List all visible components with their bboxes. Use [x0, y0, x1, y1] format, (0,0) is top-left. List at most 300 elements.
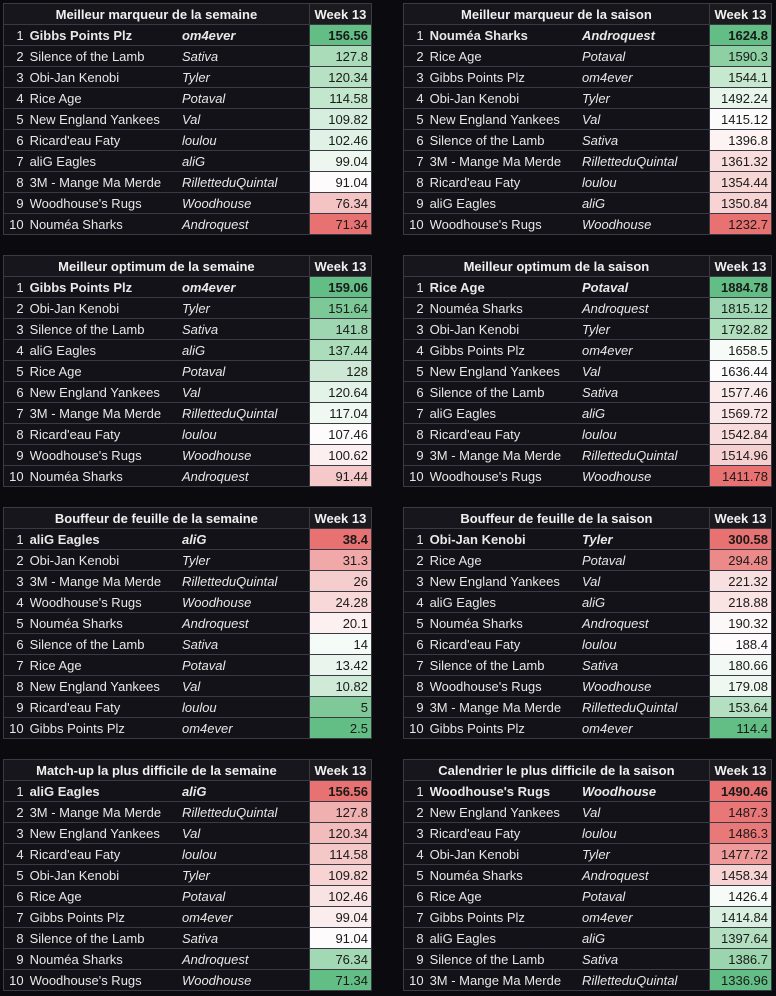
ranking-table — [403, 507, 772, 739]
owner-name-cell: Tyler — [180, 67, 309, 88]
owner-name-cell: aliG — [180, 529, 309, 550]
table-row — [4, 109, 372, 130]
ranking-table — [3, 3, 372, 235]
team-name-cell: Gibbs Points Plz — [30, 25, 180, 46]
score-cell: 120.34 — [309, 823, 371, 844]
owner-name-cell: om4ever — [580, 907, 709, 928]
rank-cell: 3 — [4, 571, 30, 592]
team-name-cell: Woodhouse's Rugs — [430, 214, 580, 235]
table-row — [4, 172, 372, 193]
owner-name-cell: Sativa — [580, 130, 709, 151]
table-row — [4, 298, 372, 319]
rank-cell: 3 — [4, 823, 30, 844]
table-row — [404, 319, 772, 340]
table-row — [404, 214, 772, 235]
score-cell: 120.64 — [309, 382, 371, 403]
owner-name-cell: loulou — [580, 634, 709, 655]
table-row — [404, 781, 772, 802]
table-row — [4, 865, 372, 886]
owner-name-cell: om4ever — [580, 340, 709, 361]
score-cell: 114.4 — [709, 718, 771, 739]
owner-name-cell: Potaval — [580, 550, 709, 571]
team-name-cell: Nouméa Sharks — [30, 466, 180, 487]
owner-name-cell: loulou — [180, 697, 309, 718]
table-row — [4, 382, 372, 403]
owner-name-cell: aliG — [580, 403, 709, 424]
rank-cell: 6 — [404, 130, 430, 151]
table-row — [4, 802, 372, 823]
team-name-cell: 3M - Mange Ma Merde — [30, 571, 180, 592]
team-name-cell: Rice Age — [430, 550, 580, 571]
team-name-cell: Ricard'eau Faty — [30, 424, 180, 445]
team-name-cell: Ricard'eau Faty — [430, 634, 580, 655]
table-row — [404, 697, 772, 718]
rank-cell: 6 — [4, 634, 30, 655]
team-name-cell: Obi-Jan Kenobi — [430, 844, 580, 865]
rank-cell: 7 — [4, 151, 30, 172]
owner-name-cell: loulou — [580, 424, 709, 445]
score-cell: 99.04 — [309, 907, 371, 928]
team-name-cell: Silence of the Lamb — [30, 46, 180, 67]
score-cell: 5 — [309, 697, 371, 718]
rank-cell: 2 — [404, 802, 430, 823]
owner-name-cell: Potaval — [580, 46, 709, 67]
table-title: Match-up la plus difficile de la semaine — [4, 760, 310, 781]
rank-cell: 4 — [4, 844, 30, 865]
team-name-cell: Silence of the Lamb — [30, 928, 180, 949]
table-row — [4, 550, 372, 571]
table-header-row — [4, 256, 372, 277]
owner-name-cell: aliG — [180, 151, 309, 172]
rank-cell: 3 — [4, 67, 30, 88]
score-cell: 14 — [309, 634, 371, 655]
owner-name-cell: Sativa — [180, 46, 309, 67]
table-row — [404, 928, 772, 949]
score-cell: 294.48 — [709, 550, 771, 571]
owner-name-cell: Sativa — [580, 655, 709, 676]
table-row — [4, 718, 372, 739]
owner-name-cell: RilletteduQuintal — [580, 445, 709, 466]
score-cell: 1884.78 — [709, 277, 771, 298]
owner-name-cell: Potaval — [580, 277, 709, 298]
team-name-cell: aliG Eagles — [30, 529, 180, 550]
ranking-table — [403, 255, 772, 487]
table-row — [404, 550, 772, 571]
owner-name-cell: om4ever — [580, 67, 709, 88]
week-header: Week 13 — [709, 256, 771, 277]
score-cell: 1492.24 — [709, 88, 771, 109]
owner-name-cell: Woodhouse — [580, 781, 709, 802]
owner-name-cell: RilletteduQuintal — [580, 151, 709, 172]
rank-cell: 9 — [404, 193, 430, 214]
rank-cell: 9 — [404, 697, 430, 718]
table-row — [404, 802, 772, 823]
owner-name-cell: Sativa — [580, 949, 709, 970]
rank-cell: 6 — [4, 886, 30, 907]
table-row — [4, 130, 372, 151]
owner-name-cell: om4ever — [580, 718, 709, 739]
rank-cell: 10 — [4, 466, 30, 487]
table-row — [404, 718, 772, 739]
table-row — [404, 676, 772, 697]
score-cell: 107.46 — [309, 424, 371, 445]
rank-cell: 7 — [4, 403, 30, 424]
team-name-cell: Ricard'eau Faty — [30, 130, 180, 151]
score-cell: 128 — [309, 361, 371, 382]
owner-name-cell: Val — [580, 109, 709, 130]
owner-name-cell: Potaval — [180, 361, 309, 382]
score-cell: 91.04 — [309, 928, 371, 949]
owner-name-cell: Androquest — [180, 466, 309, 487]
score-cell: 1590.3 — [709, 46, 771, 67]
score-cell: 1361.32 — [709, 151, 771, 172]
owner-name-cell: Val — [580, 802, 709, 823]
rank-cell: 4 — [4, 592, 30, 613]
team-name-cell: Obi-Jan Kenobi — [430, 88, 580, 109]
team-name-cell: Gibbs Points Plz — [430, 718, 580, 739]
table-row — [404, 655, 772, 676]
team-name-cell: 3M - Mange Ma Merde — [430, 151, 580, 172]
score-cell: 1792.82 — [709, 319, 771, 340]
team-name-cell: Nouméa Sharks — [30, 613, 180, 634]
owner-name-cell: loulou — [180, 130, 309, 151]
rank-cell: 6 — [4, 130, 30, 151]
team-name-cell: aliG Eagles — [30, 340, 180, 361]
score-cell: 102.46 — [309, 886, 371, 907]
team-name-cell: Rice Age — [30, 88, 180, 109]
rank-cell: 5 — [404, 109, 430, 130]
owner-name-cell: Val — [180, 823, 309, 844]
owner-name-cell: RilletteduQuintal — [580, 697, 709, 718]
rank-cell: 5 — [4, 613, 30, 634]
team-name-cell: Nouméa Sharks — [430, 298, 580, 319]
owner-name-cell: loulou — [180, 424, 309, 445]
week-header: Week 13 — [709, 760, 771, 781]
team-name-cell: Silence of the Lamb — [30, 634, 180, 655]
rank-cell: 2 — [404, 298, 430, 319]
owner-name-cell: Sativa — [180, 928, 309, 949]
owner-name-cell: Val — [580, 361, 709, 382]
score-cell: 1414.84 — [709, 907, 771, 928]
table-row — [404, 361, 772, 382]
score-cell: 109.82 — [309, 109, 371, 130]
owner-name-cell: RilletteduQuintal — [580, 970, 709, 991]
rank-cell: 8 — [404, 676, 430, 697]
team-name-cell: Nouméa Sharks — [30, 214, 180, 235]
table-row — [4, 319, 372, 340]
table-row — [4, 88, 372, 109]
table-row — [404, 592, 772, 613]
team-name-cell: 3M - Mange Ma Merde — [30, 172, 180, 193]
rank-cell: 7 — [4, 655, 30, 676]
score-cell: 1411.78 — [709, 466, 771, 487]
rank-cell: 6 — [404, 886, 430, 907]
week-header: Week 13 — [709, 4, 771, 25]
rank-cell: 1 — [404, 277, 430, 298]
score-cell: 10.82 — [309, 676, 371, 697]
table-header-row — [4, 760, 372, 781]
table-row — [4, 424, 372, 445]
table-row — [404, 613, 772, 634]
rank-cell: 9 — [404, 445, 430, 466]
table-row — [4, 634, 372, 655]
team-name-cell: aliG Eagles — [30, 151, 180, 172]
team-name-cell: aliG Eagles — [430, 193, 580, 214]
rank-cell: 9 — [4, 949, 30, 970]
table-row — [4, 949, 372, 970]
score-cell: 1426.4 — [709, 886, 771, 907]
score-cell: 1396.8 — [709, 130, 771, 151]
team-name-cell: Gibbs Points Plz — [430, 907, 580, 928]
score-cell: 1624.8 — [709, 25, 771, 46]
owner-name-cell: Androquest — [580, 865, 709, 886]
table-row — [4, 928, 372, 949]
team-name-cell: 3M - Mange Ma Merde — [430, 970, 580, 991]
score-cell: 1514.96 — [709, 445, 771, 466]
score-cell: 1815.12 — [709, 298, 771, 319]
team-name-cell: 3M - Mange Ma Merde — [30, 403, 180, 424]
rank-cell: 2 — [404, 46, 430, 67]
score-cell: 1658.5 — [709, 340, 771, 361]
table-row — [4, 676, 372, 697]
owner-name-cell: aliG — [180, 781, 309, 802]
owner-name-cell: Potaval — [180, 655, 309, 676]
score-cell: 1354.44 — [709, 172, 771, 193]
owner-name-cell: aliG — [580, 592, 709, 613]
owner-name-cell: Androquest — [180, 613, 309, 634]
team-name-cell: Obi-Jan Kenobi — [30, 67, 180, 88]
score-cell: 26 — [309, 571, 371, 592]
table-row — [4, 151, 372, 172]
table-row — [404, 865, 772, 886]
score-cell: 100.62 — [309, 445, 371, 466]
owner-name-cell: Woodhouse — [180, 193, 309, 214]
owner-name-cell: Woodhouse — [580, 214, 709, 235]
score-cell: 1397.64 — [709, 928, 771, 949]
table-header-row — [4, 508, 372, 529]
table-row — [4, 529, 372, 550]
table-row — [404, 424, 772, 445]
team-name-cell: Rice Age — [30, 886, 180, 907]
rank-cell: 8 — [4, 676, 30, 697]
rank-cell: 3 — [404, 823, 430, 844]
table-row — [404, 823, 772, 844]
rank-cell: 5 — [404, 865, 430, 886]
owner-name-cell: Androquest — [580, 25, 709, 46]
owner-name-cell: Tyler — [180, 550, 309, 571]
owner-name-cell: aliG — [180, 340, 309, 361]
table-row — [4, 277, 372, 298]
rank-cell: 9 — [4, 193, 30, 214]
table-row — [404, 634, 772, 655]
owner-name-cell: Val — [580, 571, 709, 592]
table-row — [404, 382, 772, 403]
owner-name-cell: om4ever — [180, 907, 309, 928]
rank-cell: 3 — [404, 67, 430, 88]
table-row — [404, 193, 772, 214]
score-cell: 1486.3 — [709, 823, 771, 844]
team-name-cell: Gibbs Points Plz — [30, 277, 180, 298]
table-row — [4, 67, 372, 88]
table-header-row — [404, 508, 772, 529]
owner-name-cell: Woodhouse — [580, 676, 709, 697]
rank-cell: 8 — [4, 172, 30, 193]
table-row — [4, 844, 372, 865]
rank-cell: 4 — [4, 88, 30, 109]
team-name-cell: 3M - Mange Ma Merde — [430, 697, 580, 718]
rank-cell: 1 — [404, 781, 430, 802]
table-row — [4, 46, 372, 67]
table-row — [404, 445, 772, 466]
team-name-cell: Woodhouse's Rugs — [30, 445, 180, 466]
team-name-cell: Nouméa Sharks — [430, 865, 580, 886]
owner-name-cell: RilletteduQuintal — [180, 403, 309, 424]
team-name-cell: New England Yankees — [30, 823, 180, 844]
team-name-cell: Obi-Jan Kenobi — [430, 529, 580, 550]
rank-cell: 9 — [4, 697, 30, 718]
rank-cell: 3 — [404, 571, 430, 592]
team-name-cell: Nouméa Sharks — [430, 25, 580, 46]
owner-name-cell: Androquest — [580, 613, 709, 634]
ranking-table — [403, 759, 772, 991]
rank-cell: 7 — [404, 907, 430, 928]
team-name-cell: New England Yankees — [430, 802, 580, 823]
score-cell: 1477.72 — [709, 844, 771, 865]
table-row — [404, 46, 772, 67]
rank-cell: 1 — [4, 277, 30, 298]
score-cell: 1415.12 — [709, 109, 771, 130]
table-title: Bouffeur de feuille de la saison — [404, 508, 710, 529]
owner-name-cell: Androquest — [180, 214, 309, 235]
table-row — [404, 277, 772, 298]
team-name-cell: New England Yankees — [30, 109, 180, 130]
team-name-cell: New England Yankees — [430, 109, 580, 130]
table-row — [404, 88, 772, 109]
score-cell: 156.56 — [309, 25, 371, 46]
team-name-cell: Gibbs Points Plz — [430, 67, 580, 88]
table-title: Bouffeur de feuille de la semaine — [4, 508, 310, 529]
owner-name-cell: Androquest — [180, 949, 309, 970]
rank-cell: 1 — [404, 25, 430, 46]
score-cell: 127.8 — [309, 46, 371, 67]
table-row — [404, 67, 772, 88]
rank-cell: 8 — [404, 172, 430, 193]
score-cell: 1544.1 — [709, 67, 771, 88]
score-cell: 221.32 — [709, 571, 771, 592]
team-name-cell: Woodhouse's Rugs — [30, 970, 180, 991]
rank-cell: 6 — [404, 634, 430, 655]
table-row — [404, 529, 772, 550]
owner-name-cell: RilletteduQuintal — [180, 172, 309, 193]
score-cell: 1577.46 — [709, 382, 771, 403]
team-name-cell: Rice Age — [30, 361, 180, 382]
score-cell: 38.4 — [309, 529, 371, 550]
team-name-cell: aliG Eagles — [430, 592, 580, 613]
table-row — [4, 340, 372, 361]
rank-cell: 2 — [4, 802, 30, 823]
team-name-cell: New England Yankees — [430, 571, 580, 592]
owner-name-cell: Woodhouse — [180, 592, 309, 613]
score-cell: 114.58 — [309, 88, 371, 109]
team-name-cell: Silence of the Lamb — [430, 655, 580, 676]
team-name-cell: aliG Eagles — [30, 781, 180, 802]
owner-name-cell: loulou — [180, 844, 309, 865]
score-cell: 179.08 — [709, 676, 771, 697]
score-cell: 1458.34 — [709, 865, 771, 886]
rank-cell: 4 — [4, 340, 30, 361]
owner-name-cell: Sativa — [180, 319, 309, 340]
rank-cell: 7 — [404, 151, 430, 172]
rank-cell: 8 — [4, 424, 30, 445]
team-name-cell: aliG Eagles — [430, 403, 580, 424]
week-header: Week 13 — [309, 760, 371, 781]
table-row — [4, 697, 372, 718]
rank-cell: 7 — [4, 907, 30, 928]
owner-name-cell: RilletteduQuintal — [180, 571, 309, 592]
score-cell: 71.34 — [309, 970, 371, 991]
rank-cell: 5 — [4, 361, 30, 382]
owner-name-cell: Val — [180, 109, 309, 130]
rank-cell: 10 — [404, 214, 430, 235]
team-name-cell: Woodhouse's Rugs — [430, 676, 580, 697]
team-name-cell: Rice Age — [430, 886, 580, 907]
owner-name-cell: RilletteduQuintal — [180, 802, 309, 823]
score-cell: 151.64 — [309, 298, 371, 319]
table-header-row — [404, 760, 772, 781]
score-cell: 1336.96 — [709, 970, 771, 991]
owner-name-cell: Sativa — [180, 634, 309, 655]
team-name-cell: 3M - Mange Ma Merde — [430, 445, 580, 466]
rank-cell: 5 — [404, 361, 430, 382]
score-cell: 2.5 — [309, 718, 371, 739]
rank-cell: 2 — [4, 298, 30, 319]
score-cell: 71.34 — [309, 214, 371, 235]
rank-cell: 5 — [4, 109, 30, 130]
owner-name-cell: Woodhouse — [580, 466, 709, 487]
team-name-cell: Woodhouse's Rugs — [430, 781, 580, 802]
owner-name-cell: Tyler — [580, 88, 709, 109]
team-name-cell: Silence of the Lamb — [30, 319, 180, 340]
rank-cell: 1 — [4, 25, 30, 46]
team-name-cell: Obi-Jan Kenobi — [30, 865, 180, 886]
rank-cell: 4 — [404, 88, 430, 109]
rank-cell: 8 — [404, 424, 430, 445]
team-name-cell: Rice Age — [430, 46, 580, 67]
team-name-cell: Nouméa Sharks — [430, 613, 580, 634]
rank-cell: 6 — [4, 382, 30, 403]
table-row — [4, 25, 372, 46]
team-name-cell: Ricard'eau Faty — [430, 823, 580, 844]
rank-cell: 3 — [4, 319, 30, 340]
score-cell: 188.4 — [709, 634, 771, 655]
table-row — [404, 172, 772, 193]
score-cell: 91.44 — [309, 466, 371, 487]
owner-name-cell: Potaval — [180, 886, 309, 907]
table-row — [4, 466, 372, 487]
rank-cell: 3 — [404, 319, 430, 340]
owner-name-cell: Tyler — [580, 844, 709, 865]
table-row — [404, 151, 772, 172]
score-cell: 1490.46 — [709, 781, 771, 802]
team-name-cell: Rice Age — [430, 277, 580, 298]
rank-cell: 10 — [4, 718, 30, 739]
rank-cell: 1 — [4, 529, 30, 550]
table-row — [404, 466, 772, 487]
owner-name-cell: Val — [180, 382, 309, 403]
owner-name-cell: om4ever — [180, 277, 309, 298]
rank-cell: 2 — [4, 46, 30, 67]
score-cell: 1487.3 — [709, 802, 771, 823]
